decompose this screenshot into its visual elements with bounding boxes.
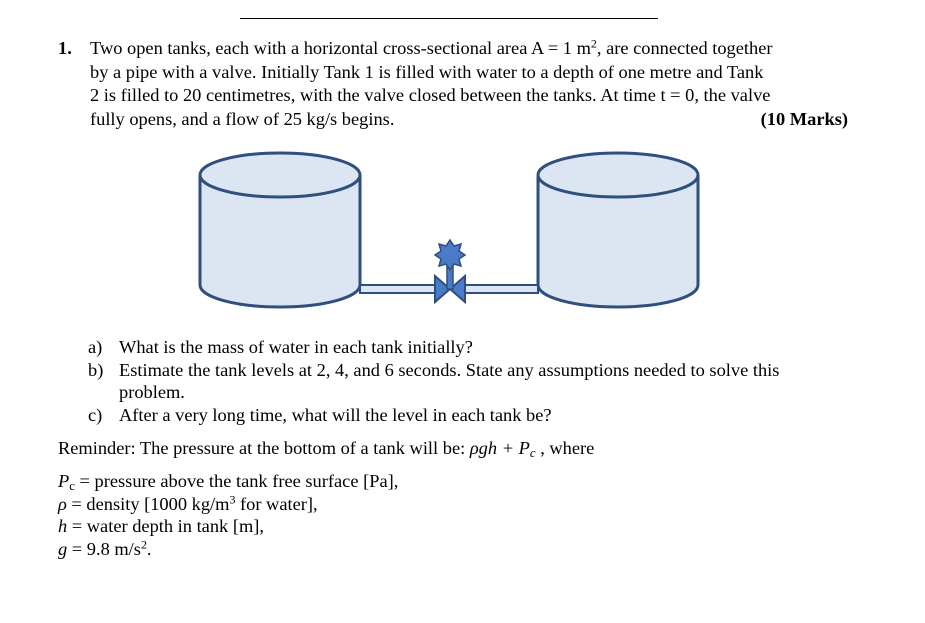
sub-question-text: What is the mass of water in each tank initially? [119, 337, 473, 357]
definitions [58, 470, 398, 560]
valve-icon [435, 240, 465, 302]
question-line: by a pipe with a valve. Initially Tank 1 is filled with water to a depth of one metre and Tank [90, 61, 764, 82]
question-number: 1. [58, 38, 72, 58]
sub-question-text: After a very long time, what will the level in each tank be? [119, 404, 552, 425]
reminder: Reminder: The pressure at the bottom of a tank will be: $\rho gh + P_c$ , where [58, 438, 595, 461]
question-text [90, 37, 842, 131]
sub-question [88, 336, 819, 359]
marks-label: (10 Marks) [760, 108, 848, 129]
sub-question-label: b) [88, 359, 104, 380]
definition-line: $P_c$ = pressure above the tank free surface [Pa], [58, 471, 399, 494]
definition-line: ρ = density [1000 $kg/m^3$ for water], [58, 491, 318, 514]
tank-1 [200, 153, 360, 307]
sub-questions [88, 336, 819, 426]
sub-question [88, 359, 819, 404]
top-rule [240, 18, 658, 19]
question-line: fully opens, and a flow of 25 kg/s begins. [90, 108, 395, 129]
definition-line: h = water depth in tank [m], [58, 516, 264, 536]
tanks-diagram [195, 140, 705, 315]
tank-2 [538, 153, 698, 307]
sub-question-label: a) [88, 337, 103, 357]
sub-question-text: Estimate the tank levels at 2, 4, and 6 seconds. State any assumptions needed to solve this problem. [119, 359, 780, 402]
sub-question [88, 404, 819, 427]
question-line: Two open tanks, each with a horizontal cross-sectional area A = 1 $m^2$, are connected together [90, 36, 773, 58]
definition-line: g = 9.8 $m/s^2$. [58, 536, 152, 559]
pressure-formula: $\rho gh + P_c$ [469, 438, 536, 461]
sub-question-label: c) [88, 404, 103, 425]
question-line: 2 is filled to 20 centimetres, with the valve closed between the tanks. At time t = 0, the valve [90, 85, 771, 105]
